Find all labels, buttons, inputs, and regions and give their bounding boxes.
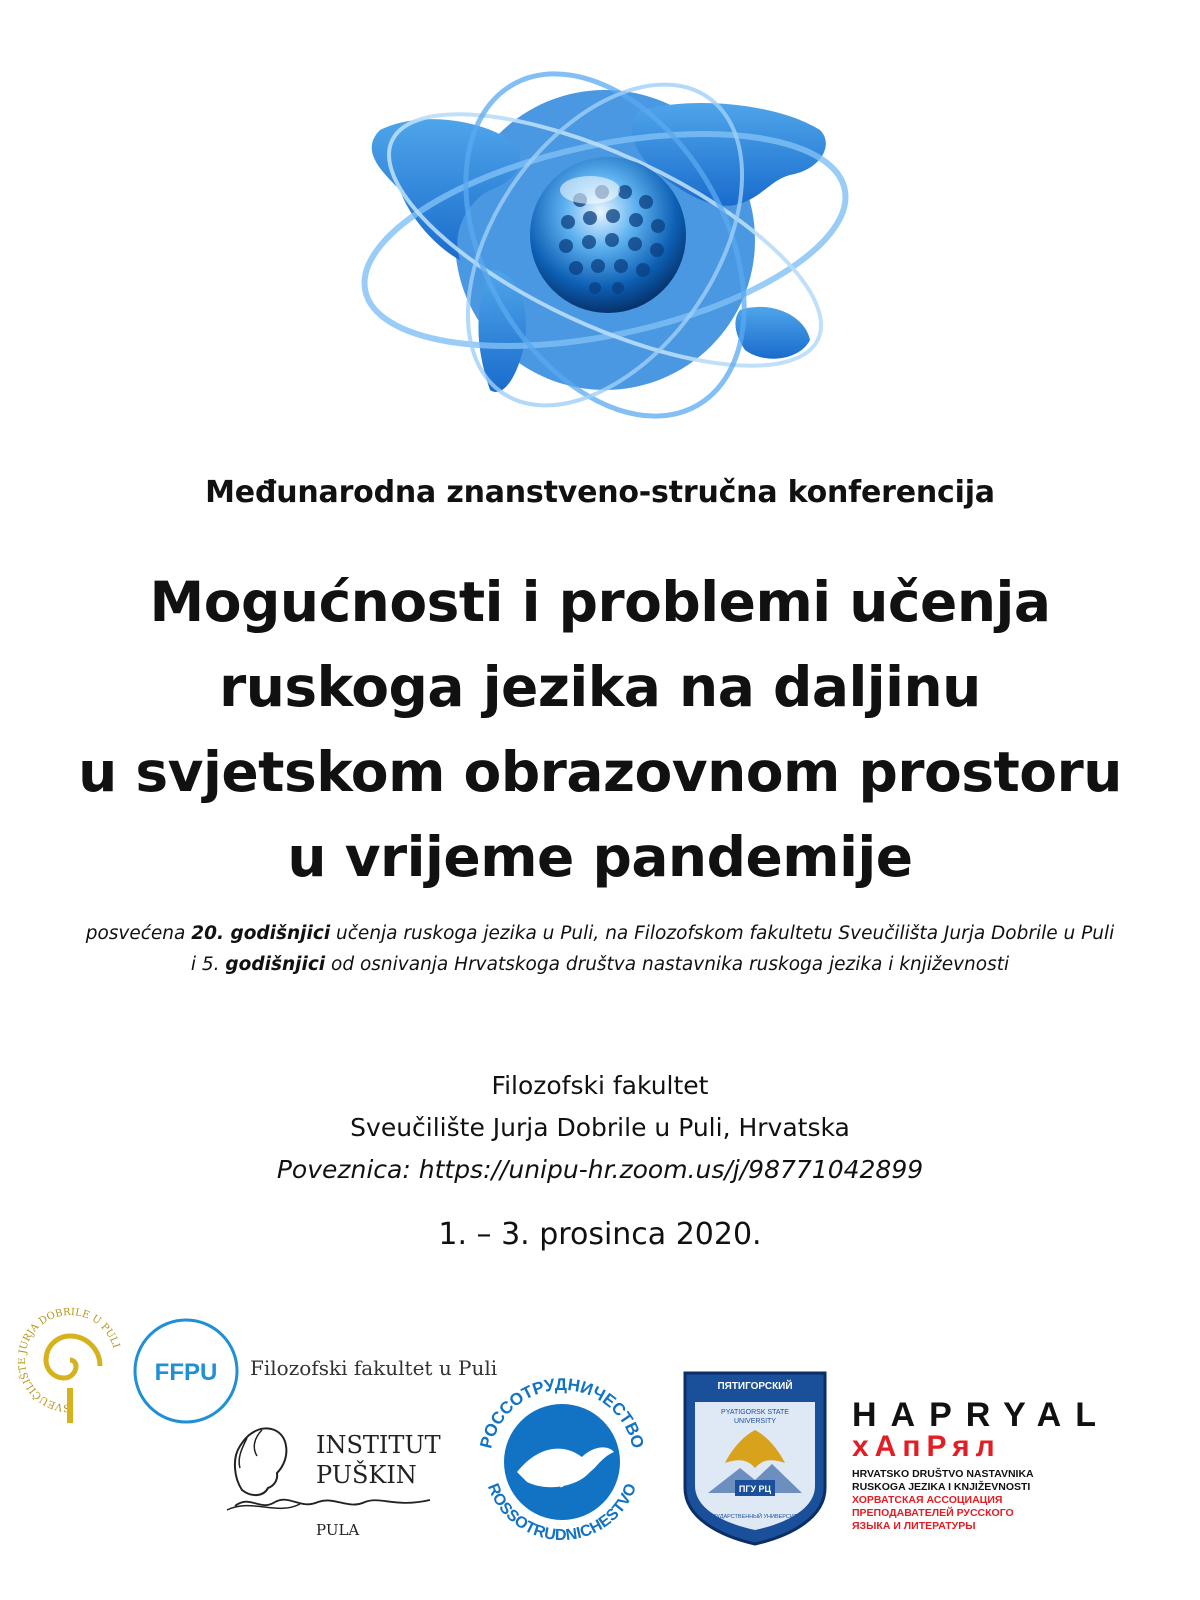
pgu-abbr-text: ПГУ РЦ xyxy=(738,1484,772,1494)
pushkin-line-2: PUŠKIN xyxy=(316,1461,417,1489)
conference-dates: 1. – 3. prosinca 2020. xyxy=(438,1217,762,1252)
pushkin-text xyxy=(316,1430,441,1490)
dedication-line-2-rest: od osnivanja Hrvatskoga društva nastavnika ruskoga jezika i književnosti xyxy=(325,954,1010,975)
venue-faculty: Filozofski fakultet xyxy=(491,1071,709,1100)
unipu-logo xyxy=(18,1305,123,1430)
dedication-line-2-prefix: i 5. xyxy=(190,954,226,975)
hapryal-ru-line1: ХОРВАТСКАЯ АССОЦИАЦИЯ xyxy=(852,1494,1003,1506)
pushkin-signature-icon xyxy=(230,1490,435,1514)
venue-university: Sveučilište Jurja Dobrile u Puli, Hrvatska xyxy=(350,1113,850,1142)
unipu-ring-text: SVEUČILIŠTE JURJA DOBRILE U PULI xyxy=(18,1306,122,1414)
title-line-4: u vrijeme pandemije xyxy=(287,825,913,889)
pgu-top-text: ПЯТИГОРСКИЙ xyxy=(717,1381,793,1392)
dedication-line-2 xyxy=(0,949,1200,980)
dedication-line-1-rest: učenja ruskoga jezika u Puli, na Filozofskom fakultetu Sveučilišta Jurja Dobrile u Puli xyxy=(330,923,1115,944)
pushkin-line-1: INSTITUT xyxy=(316,1431,441,1459)
dedication-line-1-emphasis: 20. godišnjici xyxy=(191,923,331,944)
hapryal-hr-line2: RUSKOGA JEZIKA I KNJIŽEVNOSTI xyxy=(852,1481,1031,1493)
globe-illustration xyxy=(0,60,1200,440)
hapryal-cyrillic: хАпРял xyxy=(852,1430,1001,1460)
dedication-text xyxy=(0,918,1200,980)
pgu-bottom-text: ГОСУДАРСТВЕННЫЙ УНИВЕРСИТЕТ xyxy=(705,1514,805,1520)
dedication-line-2-emphasis: godišnjici xyxy=(225,954,326,975)
conference-title xyxy=(0,560,1200,900)
ffpu-name: Filozofski fakultet u Puli xyxy=(250,1356,498,1380)
pgu-sub2-text: UNIVERSITY xyxy=(733,1418,777,1425)
pushkin-city: PULA xyxy=(316,1521,360,1539)
pgu-sub-text: PYATIGORSK STATE xyxy=(721,1409,789,1416)
hapryal-ru-line3: ЯЗЫКА И ЛИТЕРАТУРЫ xyxy=(852,1520,976,1532)
title-line-3: u svjetskom obrazovnom prostoru xyxy=(78,740,1122,804)
globe-network-icon xyxy=(340,60,860,440)
hapryal-logo xyxy=(852,1388,1172,1538)
ffpu-logo xyxy=(132,1317,240,1425)
rosso-bottom-text: ROSSOTRUDNICHESTVO xyxy=(483,1481,641,1545)
dedication-line-1-prefix: posvećena xyxy=(85,923,192,944)
conference-subtitle: Međunarodna znanstveno-stručna konferencija xyxy=(205,475,995,510)
title-line-1: Mogućnosti i problemi učenja xyxy=(149,570,1051,634)
dedication-line-1 xyxy=(0,918,1200,949)
title-line-2: ruskoga jezika na daljinu xyxy=(219,655,981,719)
hapryal-text-block xyxy=(852,1468,1172,1533)
zoom-link[interactable]: Poveznica: https://unipu-hr.zoom.us/j/98771042899 xyxy=(276,1155,924,1184)
hapryal-ru-line2: ПРЕПОДАВАТЕЛЕЙ РУССКОГО xyxy=(852,1507,1014,1519)
rossotrudnichestvo-logo xyxy=(462,1362,662,1562)
hapryal-hr-line1: HRVATSKO DRUŠTVO NASTAVNIKA xyxy=(852,1468,1034,1480)
hapryal-latin: HAPRYAL xyxy=(852,1396,1110,1434)
pgu-logo xyxy=(680,1368,830,1548)
rosso-top-text: РОССОТРУДНИЧЕСТВО xyxy=(476,1374,648,1451)
ffpu-abbr: FFPU xyxy=(154,1359,218,1386)
venue-block xyxy=(0,1065,1200,1191)
